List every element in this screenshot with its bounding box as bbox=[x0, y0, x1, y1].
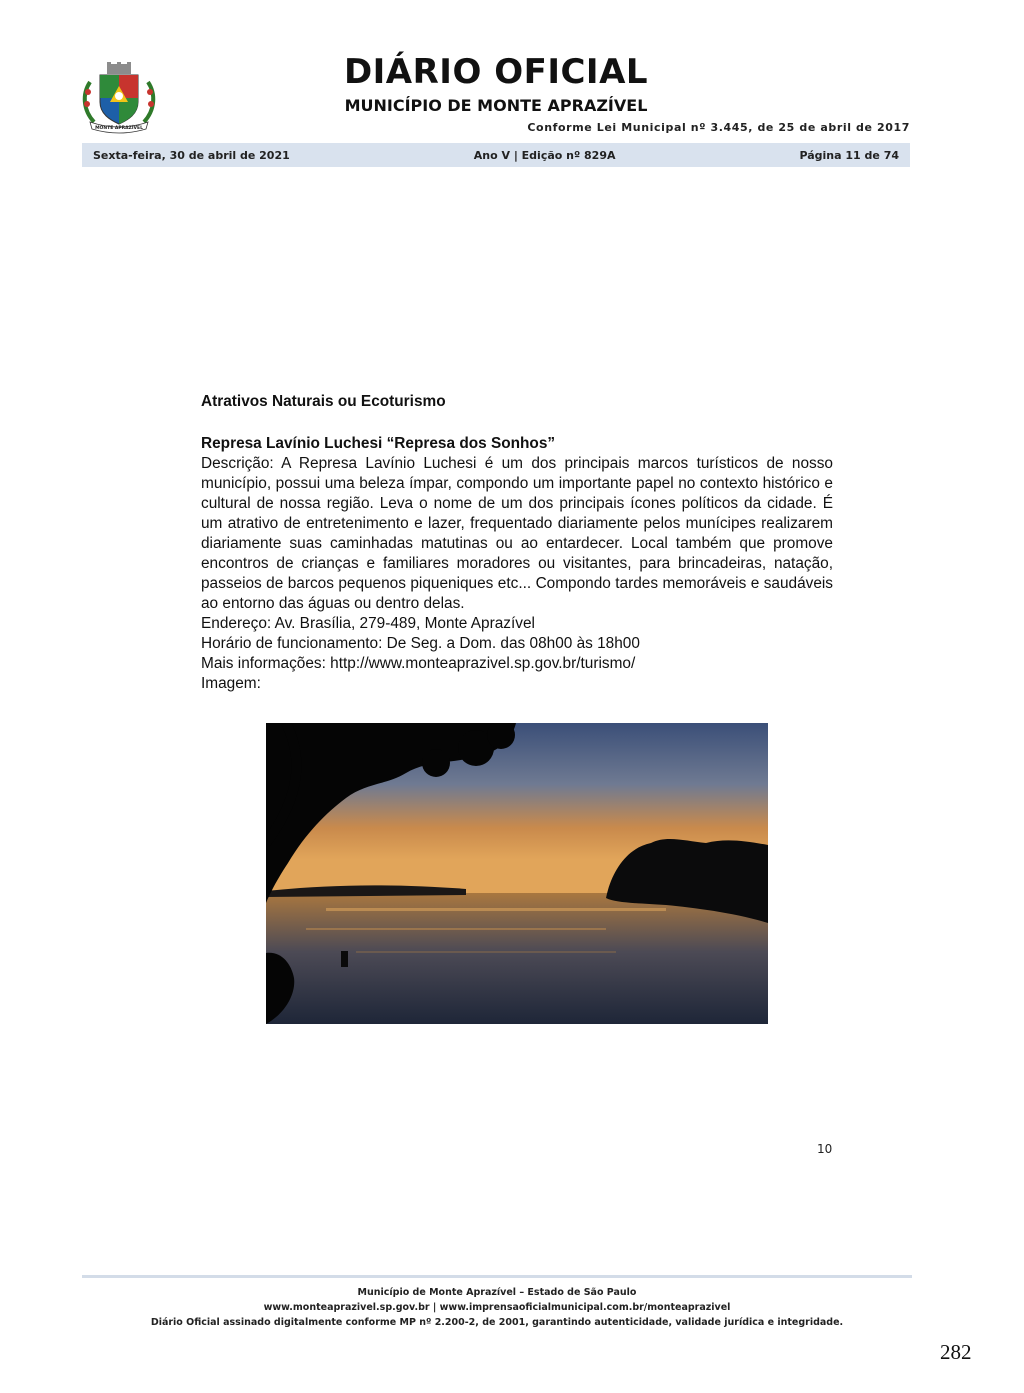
legal-reference: Conforme Lei Municipal nº 3.445, de 25 de abril de 2017 bbox=[527, 121, 910, 134]
publication-date: Sexta-feira, 30 de abril de 2021 bbox=[93, 148, 290, 162]
attraction-hours: Horário de funcionamento: De Seg. a Dom. das 08h00 às 18h00 bbox=[201, 635, 640, 652]
sheet-stamp-number: 282 bbox=[940, 1340, 972, 1364]
attraction-more-info: Mais informações: http://www.monteaprazivel.sp.gov.br/turismo/ bbox=[201, 655, 636, 672]
footer-websites: www.monteaprazivel.sp.gov.br | www.imprensaoficialmunicipal.com.br/monteaprazivel bbox=[263, 1302, 731, 1313]
edition-info-bar bbox=[82, 143, 910, 167]
image-label: Imagem: bbox=[201, 675, 261, 692]
footer-municipality: Município de Monte Aprazível – Estado de São Paulo bbox=[357, 1287, 637, 1298]
publication-title: DIÁRIO OFICIAL bbox=[343, 52, 649, 92]
section-heading: Atrativos Naturais ou Ecoturismo bbox=[201, 393, 446, 410]
document-page-number: 10 bbox=[817, 1142, 833, 1156]
municipality-name: MUNICÍPIO DE MONTE APRAZÍVEL bbox=[344, 96, 648, 115]
attraction-address: Endereço: Av. Brasília, 279-489, Monte Aprazível bbox=[201, 615, 535, 632]
attraction-description: Descrição: A Represa Lavínio Luchesi é um dos principais marcos turísticos de nosso município, possui uma beleza ímpar, compondo um importante papel no contexto histórico e cultural de nossa região. Leva o nome de um dos principais ícones políticos da cidade. É um atrativo de entretenimento e lazer, frequentado diariamente pelos munícipes realizarem diariamente suas caminhadas matutinas ou ao entardecer. Local também que promove encontros de crianças e familiares moradores ou visitantes, para brincadeiras, natação, passeios de barcos pequenos piqueniques etc... Compondo tardes memoráveis e saudáveis ao entorno das águas ou dentro delas. bbox=[201, 455, 833, 612]
footer-signature-note: Diário Oficial assinado digitalmente conforme MP nº 2.200-2, de 2001, garantindo autenticidade, validade jurídica e integridade. bbox=[150, 1317, 844, 1328]
footer-divider bbox=[82, 1275, 912, 1278]
article-body bbox=[201, 392, 833, 694]
page-indicator: Página 11 de 74 bbox=[799, 148, 899, 162]
sunset-lake-photo bbox=[266, 723, 768, 1024]
footer bbox=[0, 1285, 994, 1330]
attraction-title: Represa Lavínio Luchesi “Represa dos Sonhos” bbox=[201, 435, 556, 452]
edition-number: Ano V | Edição nº 829A bbox=[473, 148, 616, 162]
svg-text:MONTE APRAZÍVEL: MONTE APRAZÍVEL bbox=[95, 126, 143, 131]
